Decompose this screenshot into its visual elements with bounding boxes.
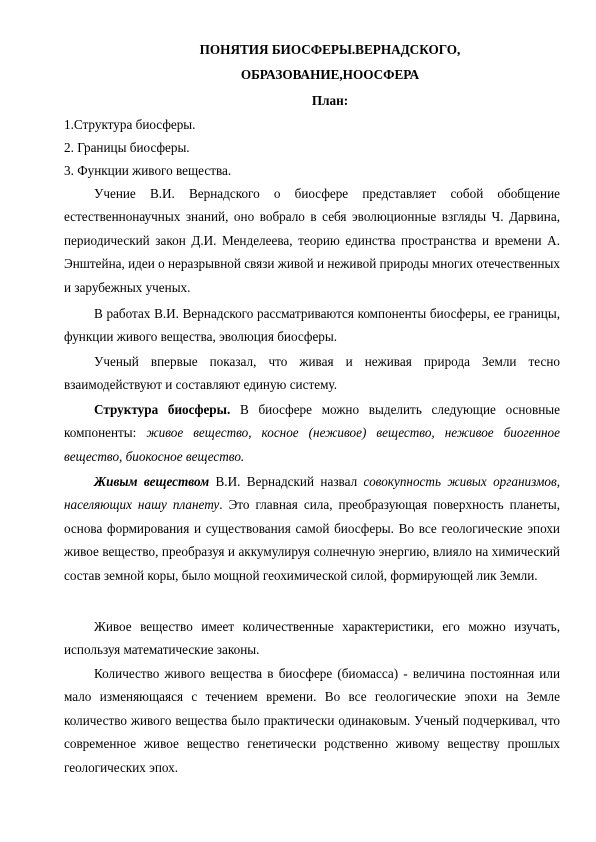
paragraph-quantitative: Живое вещество имеет количественные характеристики, его можно изучать, используя математические законы. (64, 619, 560, 658)
paragraph-vernadsky-teaching: Учение В.И. Вернадского о биосфере представляет собой обобщение естественнонаучных знаний, оно вобрало в себя эволюционные взгляды Ч. Дарвина, периодический закон Д.И. Менделеева, теорию единства пространства и времени А. Энштейна, идеи о неразрывной связи живой и неживой природы многих отечественных и зарубежных ученых. (64, 186, 560, 295)
paragraph-works: В работах В.И. Вернадского рассматриваются компоненты биосферы, ее границы, функции живого вещества, эволюция биосферы. (64, 306, 560, 345)
living-matter-term: Живым веществом (94, 474, 210, 489)
paragraph-unified-system: Ученый впервые показал, что живая и неживая природа Земли тесно взаимодействуют и составляют единую систему. (64, 354, 560, 393)
document-title-line-1: ПОНЯТИЯ БИОСФЕРЫ.ВЕРНАДСКОГО, (199, 42, 461, 57)
plan-item: 1.Структура биосферы. (64, 117, 196, 132)
plan-item: 3. Функции живого вещества. (64, 163, 232, 178)
paragraph-text: В.И. Вернадский назвал (209, 474, 364, 489)
paragraph-living-matter (64, 470, 560, 587)
paragraph-text: В биосфере можно выделить следующие основные компоненты: (64, 402, 560, 441)
structure-heading: Структура биосферы. (94, 402, 231, 417)
paragraph-structure (64, 398, 560, 468)
paragraph-biomass: Количество живого вещества в биосфере (биомасса) - величина постоянная или мало изменяющаяся с течением времени. Во все геологические эпохи на Земле количество живого вещества было практически одинаковым. Ученый подчеркивал, что современное живое вещество генетически родственно живому веществу прошлых геологических эпох. (64, 666, 560, 775)
plan-item: 2. Границы биосферы. (64, 140, 190, 155)
living-matter-definition: совокупность живых организмов, населяющих нашу планету (64, 474, 560, 513)
components-list: живое вещество, косное (неживое) вещество, неживое биогенное вещество, биокосное вещество. (64, 425, 560, 464)
paragraph-text: . Это главная сила, преобразующая поверхность планеты, основа формирования и существования самой биосферы. Во все геологические эпохи живое вещество, преобразуя и аккумулируя солнечную энергию, влияло на химический состав земной коры, было мощной геохимической силой, формирующей лик Земли. (64, 497, 561, 583)
plan-heading: План: (311, 93, 349, 108)
document-title-line-2: ОБРАЗОВАНИЕ,НООСФЕРА (240, 67, 420, 82)
